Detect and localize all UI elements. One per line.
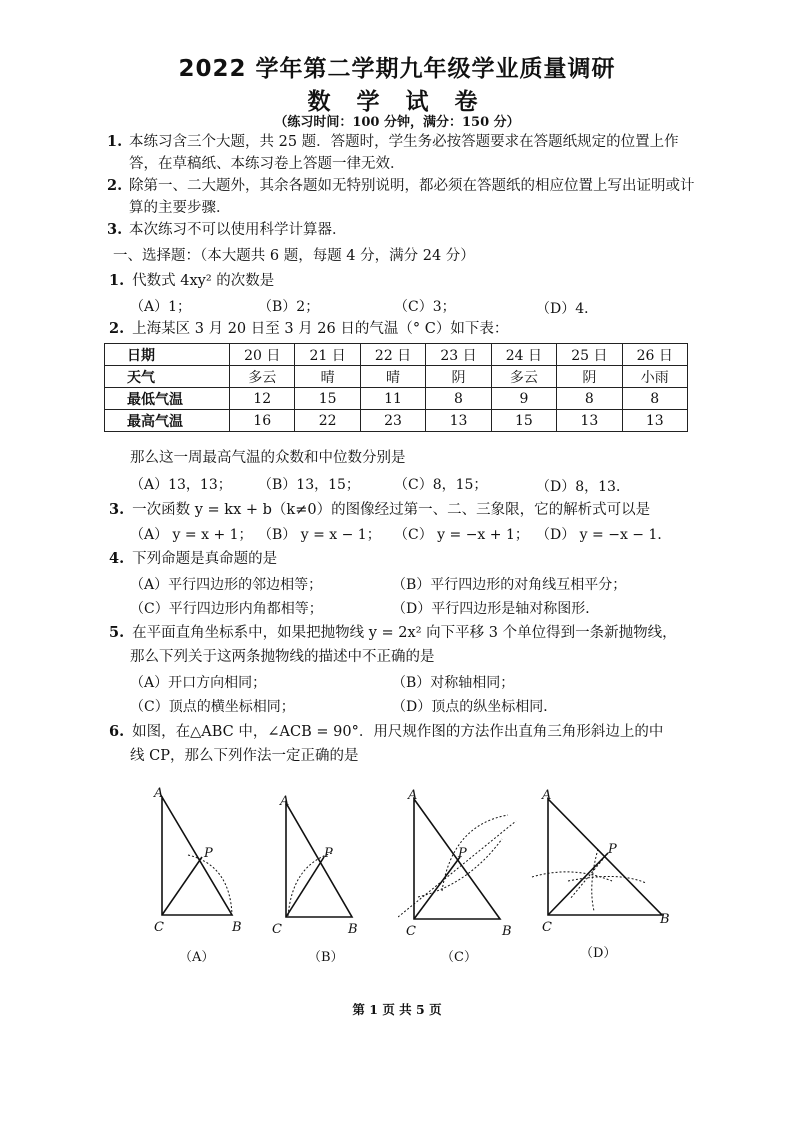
option-b: （B）平行四边形的对角线互相平分； <box>392 577 627 593</box>
point-p-label: P <box>458 846 467 861</box>
table-cell: 最高气温 <box>105 410 230 432</box>
median-cp <box>548 853 608 915</box>
question-3: 3. 一次函数 y = kx + b（k≠0）的图像经过第一、二、三象限，它的解析式可以是 <box>109 501 651 518</box>
instruction-item: 2. 除第一、二大题外，其余各题如无特别说明，都必须在答题纸的相应位置上写出证明或计算的主要步骤． <box>107 177 695 216</box>
table-cell: 小雨 <box>622 366 687 388</box>
exam-title: 2022 学年第二学期九年级学业质量调研 <box>178 56 616 82</box>
table-cell: 23 <box>360 410 425 432</box>
figure-label-b: （B） <box>308 950 344 965</box>
table-cell: 22 日 <box>360 344 425 366</box>
option-d: （D）顶点的纵坐标相同． <box>392 699 558 715</box>
instructions <box>107 131 697 241</box>
table-cell: 15 <box>491 410 556 432</box>
table-cell: 24 日 <box>491 344 556 366</box>
point-p-label: P <box>204 846 213 861</box>
point-a-label: A <box>408 788 418 803</box>
arc-mark <box>188 855 232 915</box>
table-cell: 21 日 <box>295 344 360 366</box>
construction-figure-c <box>398 785 523 940</box>
exam-subject: 数 学 试 卷 <box>307 89 487 115</box>
option-c: （C）3； <box>394 299 456 315</box>
table-cell: 最低气温 <box>105 388 230 410</box>
option-c: （C）8，15； <box>394 477 488 493</box>
table-cell: 22 <box>295 410 360 432</box>
point-c-label: C <box>272 922 282 937</box>
page-number: 第 1 页 共 5 页 <box>352 1002 442 1017</box>
table-cell: 日期 <box>105 344 230 366</box>
option-b: （B） y = x − 1； <box>258 527 381 543</box>
table-cell: 12 <box>230 388 295 410</box>
table-cell: 13 <box>426 410 491 432</box>
table-row <box>105 410 688 432</box>
question-2-prompt: 那么这一周最高气温的众数和中位数分别是 <box>130 450 406 466</box>
point-c-label: C <box>542 920 552 935</box>
figure-label-c: （C） <box>441 950 477 965</box>
option-b: （B）对称轴相同； <box>392 675 515 691</box>
question-5: 5. 在平面直角坐标系中，如果把抛物线 y = 2x² 向下平移 3 个单位得到一条新抛物线， <box>109 624 677 641</box>
table-cell: 阴 <box>557 366 622 388</box>
option-c: （C）平行四边形内角都相等； <box>130 601 323 617</box>
option-c: （C）顶点的横坐标相同； <box>130 699 295 715</box>
option-a: （A）1； <box>130 299 192 315</box>
arc-mark <box>532 872 612 881</box>
question-2: 2. 上海某区 3 月 20 日至 3 月 26 日的气温（° C）如下表： <box>109 320 509 337</box>
option-d: （D）平行四边形是轴对称图形． <box>392 601 600 617</box>
table-cell: 8 <box>557 388 622 410</box>
triangle-abc <box>162 797 232 915</box>
section-heading: 一、选择题：（本大题共 6 题，每题 4 分，满分 24 分） <box>113 248 475 264</box>
construction-figure-b <box>272 785 372 940</box>
median-cp <box>414 857 460 919</box>
point-a-label: A <box>542 788 552 803</box>
table-cell: 25 日 <box>557 344 622 366</box>
table-cell: 8 <box>426 388 491 410</box>
table-cell: 9 <box>491 388 556 410</box>
option-d: （D） y = −x − 1． <box>536 527 672 543</box>
option-d: （D）4． <box>536 301 599 317</box>
point-p-label: P <box>324 846 333 861</box>
table-cell: 23 日 <box>426 344 491 366</box>
table-cell: 13 <box>622 410 687 432</box>
point-b-label: B <box>660 912 670 927</box>
exam-duration: （练习时间：100 分钟，满分：150 分） <box>274 115 520 130</box>
option-b: （B）13，15； <box>258 477 360 493</box>
table-row <box>105 366 688 388</box>
point-c-label: C <box>406 924 416 939</box>
table-cell: 26 日 <box>622 344 687 366</box>
option-a: （A） y = x + 1； <box>130 527 253 543</box>
table-cell: 阴 <box>426 366 491 388</box>
point-a-label: A <box>280 794 290 809</box>
question-6-line2: 线 CP，那么下列作法一定正确的是 <box>130 748 359 764</box>
bisector-line <box>570 853 608 899</box>
point-p-label: P <box>608 842 617 857</box>
perpendicular-bisector <box>398 821 516 917</box>
table-cell: 晴 <box>360 366 425 388</box>
median-cp <box>162 857 202 915</box>
point-a-label: A <box>154 786 164 801</box>
question-6: 6. 如图，在△ABC 中，∠ACB = 90°．用尺规作图的方法作出直角三角形斜边上的中 <box>109 723 664 740</box>
table-cell: 8 <box>622 388 687 410</box>
option-a: （A）平行四边形的邻边相等； <box>130 577 323 593</box>
median-cp <box>286 857 324 917</box>
instruction-item: 1. 本练习含三个大题，共 25 题．答题时，学生务必按答题要求在答题纸规定的位置上作答，在草稿纸、本练习卷上答题一律无效． <box>107 133 679 172</box>
table-cell: 天气 <box>105 366 230 388</box>
option-b: （B）2； <box>258 299 320 315</box>
table-cell: 多云 <box>491 366 556 388</box>
table-cell: 16 <box>230 410 295 432</box>
arc-mark <box>288 853 332 917</box>
option-a: （A）开口方向相同； <box>130 675 267 691</box>
instruction-item: 3. 本次练习不可以使用科学计算器． <box>107 221 347 238</box>
weather-table <box>104 343 688 432</box>
figure-label-d: （D） <box>580 946 617 961</box>
point-b-label: B <box>348 922 358 937</box>
question-1: 1. 代数式 4xy² 的次数是 <box>109 272 275 289</box>
question-4: 4. 下列命题是真命题的是 <box>109 550 278 567</box>
point-b-label: B <box>232 920 242 935</box>
construction-figure-a <box>150 785 250 940</box>
point-b-label: B <box>502 924 512 939</box>
option-d: （D）8，13． <box>536 479 630 495</box>
table-cell: 13 <box>557 410 622 432</box>
table-cell: 晴 <box>295 366 360 388</box>
arc-mark <box>592 849 598 911</box>
figure-label-a: （A） <box>179 950 215 965</box>
table-cell: 多云 <box>230 366 295 388</box>
construction-figure-d <box>528 785 678 940</box>
table-row <box>105 388 688 410</box>
option-a: （A）13，13； <box>130 477 232 493</box>
option-c: （C） y = −x + 1； <box>394 527 529 543</box>
table-row <box>105 344 688 366</box>
point-c-label: C <box>154 920 164 935</box>
table-cell: 15 <box>295 388 360 410</box>
question-5-line2: 那么下列关于这两条抛物线的描述中不正确的是 <box>130 649 435 665</box>
table-cell: 20 日 <box>230 344 295 366</box>
table-cell: 11 <box>360 388 425 410</box>
